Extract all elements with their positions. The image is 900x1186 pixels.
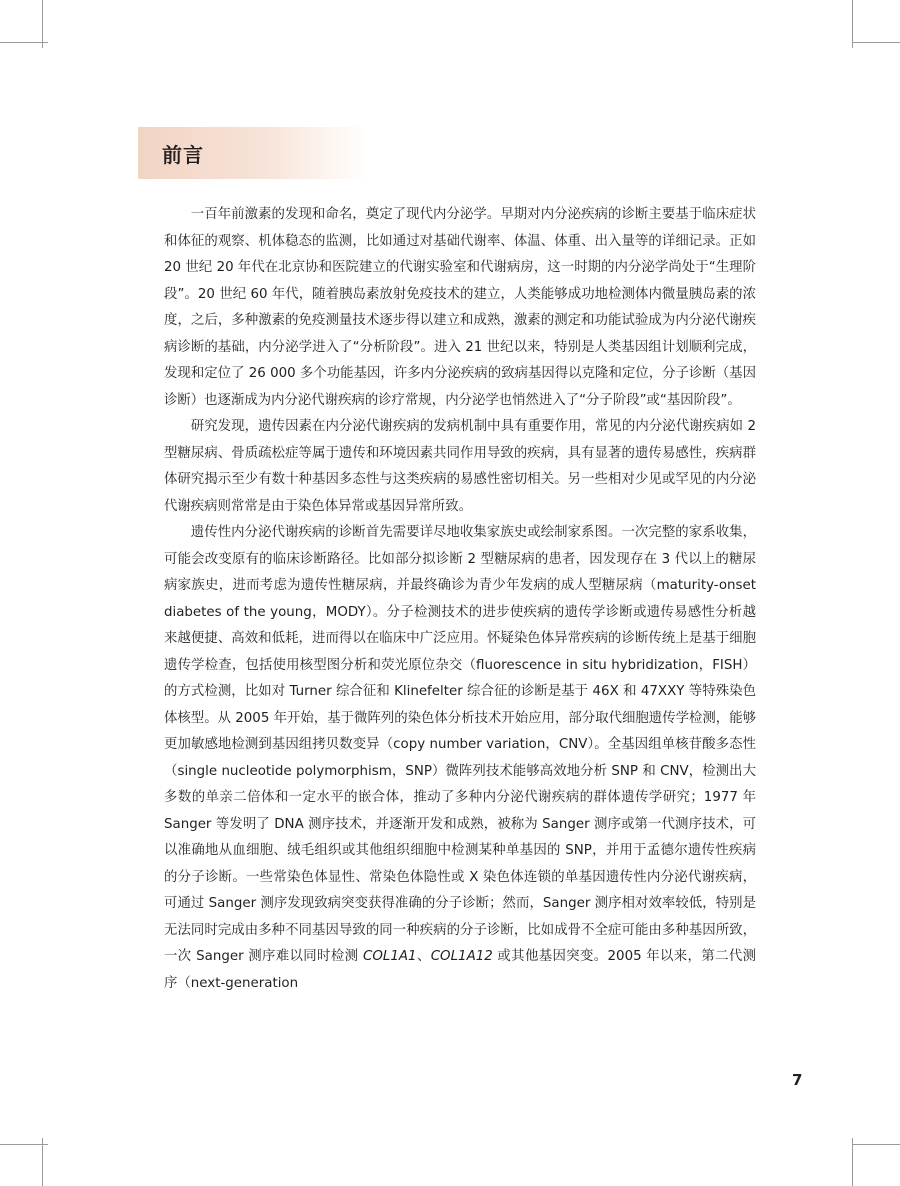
page-number: 7 <box>792 1071 803 1089</box>
paragraph-1: 一百年前激素的发现和命名，奠定了现代内分泌学。早期对内分泌疾病的诊断主要基于临床症状和体征的观察、机体稳态的监测，比如通过对基础代谢率、体温、体重、出入量等的详细记录。正如 20 世纪 20 年代在北京协和医院建立的代谢实验室和代谢病房，这一时期的内分泌学尚处于“生理阶段”。20 世纪 60 年代，随着胰岛素放射免疫技术的建立，人类能够成功地检测体内微量胰岛素的浓度，之后，多种激素的免疫测量技术逐步得以建立和成熟，激素的测定和功能试验成为内分泌代谢疾病诊断的基础，内分泌学进入了“分析阶段”。进入 21 世纪以来，特别是人类基因组计划顺利完成，发现和定位了 26 000 多个功能基因，许多内分泌疾病的致病基因得以克隆和定位，分子诊断（基因诊断）也逐渐成为内分泌代谢疾病的诊疗常规，内分泌学也悄然进入了“分子阶段”或“基因阶段”。 <box>164 207 756 408</box>
paragraph-3-text-b: 或其他基因突变。2005 年以来，第二代测序（next-generation <box>164 949 756 991</box>
crop-mark <box>42 0 43 48</box>
section-title: 前言 <box>162 143 204 167</box>
crop-mark <box>852 0 853 48</box>
crop-mark <box>852 42 900 43</box>
crop-mark <box>852 1138 853 1186</box>
crop-mark <box>0 42 48 43</box>
gene-name-col1a1: COL1A1 <box>363 949 417 964</box>
gene-name-col1a12: COL1A12 <box>430 949 493 964</box>
crop-mark <box>0 1144 48 1145</box>
crop-mark <box>852 1144 900 1145</box>
paragraph-2: 研究发现，遗传因素在内分泌代谢疾病的发病机制中具有重要作用，常见的内分泌代谢疾病如 2 型糖尿病、骨质疏松症等属于遗传和环境因素共同作用导致的疾病，具有显著的遗传易感性，疾病群体研究揭示至少有数十种基因多态性与这类疾病的易感性密切相关。另一些相对少见或罕见的内分泌代谢疾病则常常是由于染色体异常或基因异常所致。 <box>164 419 756 514</box>
paragraph-3 <box>164 520 756 997</box>
crop-mark <box>42 1138 43 1186</box>
paragraph-3-text-a: 遗传性内分泌代谢疾病的诊断首先需要详尽地收集家族史或绘制家系图。一次完整的家系收集，可能会改变原有的临床诊断路径。比如部分拟诊断 2 型糖尿病的患者，因发现存在 3 代以上的糖尿病家族史，进而考虑为遗传性糖尿病，并最终确诊为青少年发病的成人型糖尿病（maturity-onset diabetes of the young，MODY）。分子检测技术的进步使疾病的遗传学诊断或遗传易感性分析越来越便捷、高效和低耗，进而得以在临床中广泛应用。怀疑染色体异常疾病的诊断传统上是基于细胞遗传学检查，包括使用核型图分析和荧光原位杂交（fluorescence in situ hybridization，FISH）的方式检测，比如对 Turner 综合征和 Klinefelter 综合征的诊断是基于 46X 和 47XXY 等特殊染色体核型。从 2005 年开始，基于微阵列的染色体分析技术开始应用，部分取代细胞遗传学检测，能够更加敏感地检测到基因组拷贝数变异（copy number variation，CNV）。全基因组单核苷酸多态性（single nucleotide polymorphism，SNP）微阵列技术能够高效地分析 SNP 和 CNV，检测出大多数的单亲二倍体和一定水平的嵌合体，推动了多种内分泌代谢疾病的群体遗传学研究；1977 年 Sanger 等发明了 DNA 测序技术，并逐渐开发和成熟，被称为 Sanger 测序或第一代测序技术，可以准确地从血细胞、绒毛组织或其他组织细胞中检测某种单基因的 SNP，并用于孟德尔遗传性疾病的分子诊断。一些常染色体显性、常染色体隐性或 X 染色体连锁的单基因遗传性内分泌代谢疾病，可通过 Sanger 测序发现致病突变获得准确的分子诊断；然而，Sanger 测序相对效率较低，特别是无法同时完成由多种不同基因导致的同一种疾病的分子诊断，比如成骨不全症可能由多种基因所致，一次 Sanger 测序难以同时检测 <box>164 525 756 964</box>
body-text <box>164 202 756 997</box>
section-header <box>138 127 368 179</box>
gene-separator: 、 <box>416 949 431 964</box>
